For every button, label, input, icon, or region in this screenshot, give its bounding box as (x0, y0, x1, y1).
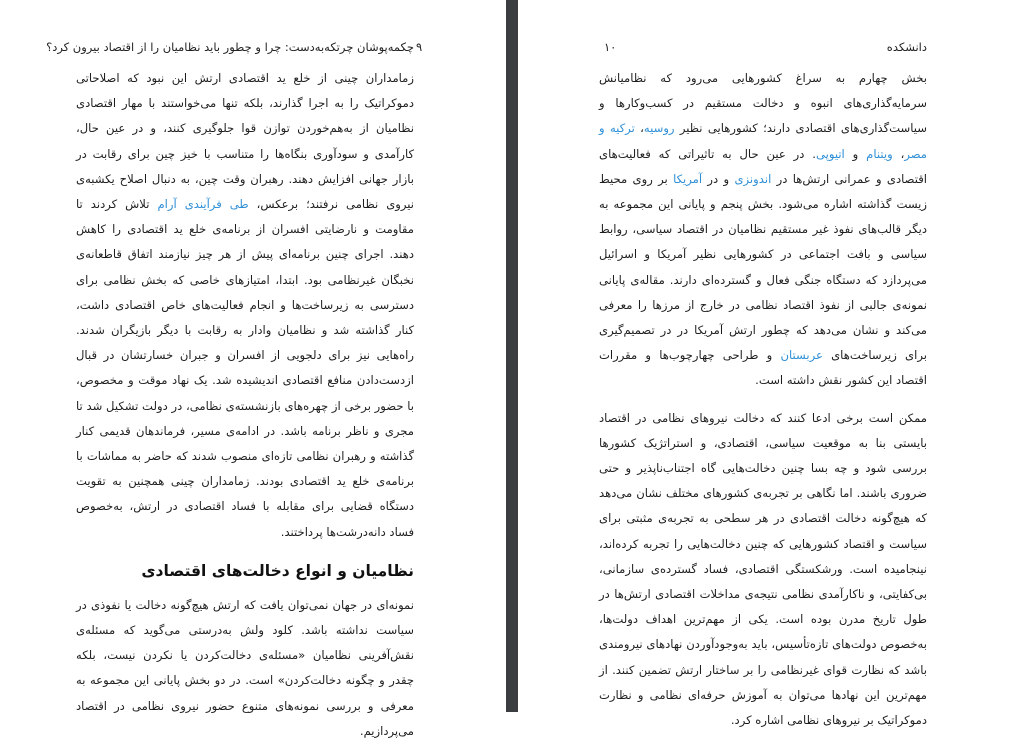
paragraph-text: ، (634, 121, 644, 136)
paragraph-gap (599, 394, 927, 406)
section-heading: نظامیان و انواع دخالت‌های اقتصادی (141, 561, 414, 580)
paragraph-text: زمامداران چینی از خلع ید اقتصادی ارتش این نبود که اصلاحاتی دموکراتیک را به اجرا گذارند، بلکه تنها می‌خواستند با مهار اقتصادی نظامیان از به‌هم‌خوردن توازن قوا جلوگیری کنند، و در عین حال، کارآمدی و سودآوری بنگاه‌ها را متناسب با خیز چین برای رقابت در بازار جهانی افزایش دهند. رهبران وقت چین، به دنبال اصلاح یکشبه‌ی نیروی نظامی نرفتند؛ برعکس، (76, 71, 414, 212)
paragraph-text: تلاش کردند تا مقاومت و نارضایتی افسران از برنامه‌ی خلع ید اقتصادی را کاهش دهند. اجرای چنین برنامه‌ای پیش از هر چیز نیازمند اتفاق قاطعانه‌ی نخبگان غیرنظامی بود. ابتدا، امتیازهای خاصی که بخش نظامی برای دسترسی به زیرساخت‌ها و انجام فعالیت‌های خاص اقتصادی داشت، کنار گذاشته شد و نظامیان وادار به رقابت با دیگر بازیگران شدند. راه‌هایی نیز برای دلجویی از افسران و جبران خسارتشان در قبال ازدست‌دادن منافع اقتصادی اندیشیده شد. یک نهاد موقت و مخصوص، با حضور برخی از چهره‌های بازنشسته‌ی نظامی، در دولت تشکیل شد تا مجری و ناظر برنامه باشد. در ادامه‌ی مسیر، فرماندهان قدیمی کنار گذاشته و رهبران نظامی تازه‌ای منصوب شدند که حاضر به مماشات با برنامه‌ی خلع ید اقتصادی بودند. زمامداران چینی همچنین به تقویت دستگاه قضایی برای مقابله با فساد اقتصادی در ارتش، به‌خصوص فساد دانه‌درشت‌ها پرداختند. (76, 197, 414, 539)
paragraph: ممکن است برخی ادعا کنند که دخالت نیروهای نظامی در اقتصاد بایستی بنا به موقعیت سیاسی، اقتصادی، و استراتژیک کشورها بررسی شود و چه بسا چنین دخالت‌هایی گاه اجتناب‌ناپذیر و حتی ضروری باشند. اما نگاهی بر تجربه‌ی کشورهای مختلف نشان می‌دهد که هیچ‌گونه دخالت اقتصادی در هر سطحی به تجربه‌ی مثبتی برای سیاست و اقتصاد کشورهایی که چنین دخالت‌هایی را تجربه کرده‌اند، نینجامیده است. ورشکستگی اقتصادی، فساد گسترده‌ی سازمانی، بی‌کفایتی، و ناکارآمدی نظامی نتیجه‌ی مداخلات اقتصادی ارتش‌ها در طول تاریخ مدرن بوده است. یکی از مهم‌ترین اهداف دولت‌ها، به‌خصوص دولت‌های تازه‌تأسیس، باید به‌وجودآوردن نهادهای نیرومندی باشد که نظارت قوای غیرنظامی را بر ساختار ارتش تضمین کنند. از مهم‌ترین این نهادها می‌توان به آموزش حرفه‌ای نظامی و نظارت دموکراتیک بر نیروهای نظامی اشاره کرد. (599, 410, 927, 728)
paragraph-text: ، (892, 146, 905, 161)
paragraph-text: . در عین حال به تاثیراتی که فعالیت‌های اقتصادی و عمرانی ارتش‌ها در (599, 146, 927, 186)
running-head: دانشکده (886, 40, 927, 54)
paragraph-text: و در (702, 171, 735, 186)
hyperlink[interactable]: طی فرآیندی آرام (157, 197, 249, 212)
paragraph-text: بخش چهارم به سراغ کشورهایی می‌رود که نظامیانش سرمایه‌گذاری‌های انبوه و دخالت مستقیم در کسب‌وکارها و سیاست‌گذاری‌های اقتصادی دارند؛ کشورهایی نظیر (599, 71, 927, 136)
link-indonesia[interactable]: اندونزی (734, 171, 772, 186)
link-america[interactable]: آمریکا (673, 171, 703, 186)
paragraph-text: و طراحی چهارچوب‌ها و مقررات اقتصاد این کشور نقش داشته است. (599, 348, 927, 388)
right-page (518, 0, 1024, 728)
paragraph: نمونه‌ای در جهان نمی‌توان یافت که ارتش هیچ‌گونه دخالت یا نفوذی در سیاست نداشته باشد. کلود ولش به‌درستی می‌گوید که مسئله‌ی نقش‌آفرینی نظامیان «مسئله‌ی دخالت‌کردن یا نکردن نیست، بلکه چقدر و چگونه دخالت‌کردن» است. در دو بخش پایانی این مجموعه به معرفی و بررسی نمونه‌های متنوع حضور نیروی نظامی در اقتصاد می‌پردازیم. (76, 597, 414, 738)
left-page (0, 0, 506, 738)
page-gutter (506, 0, 518, 712)
link-arabia[interactable]: عربستان (780, 348, 823, 363)
running-head: چکمه‌پوشان چرتکه‌به‌دست: چرا و چطور باید نظامیان را از اقتصاد بیرون کرد؟ (46, 40, 414, 54)
paragraph (76, 66, 414, 545)
paragraph (599, 66, 927, 394)
paragraph-text: و (844, 146, 867, 161)
right-text-block (599, 66, 927, 733)
link-ethiopia[interactable]: اتیوپی (815, 146, 845, 161)
page-number: ۱۰ (604, 40, 617, 54)
link-turkey-egypt[interactable]: ترکیه و مصر (599, 121, 927, 161)
paragraph-text: بر روی محیط زیست گذاشته اشاره می‌شود. بخش پنجم و پایانی این مجموعه به دیگر قالب‌های نفوذ غیر مستقیم نظامیان در اقتصاد سیاسی، روابط سیاسی و بافت اجتماعی در کشورهایی نظیر آمریکا و اسرائیل می‌پردازد که دستگاه جنگی فعال و گسترده‌ای دارند. مقاله‌ی پایانی نمونه‌ی جالبی از نفوذ اقتصاد نظامی در خارج از مرزها را معرفی می‌کند و نشان می‌دهد که چطور ارتش آمریکا در در تصمیم‌گیری برای زیرساخت‌های (599, 171, 927, 363)
link-russia[interactable]: روسیه (643, 121, 675, 136)
left-text-block (76, 66, 414, 744)
page-number: ۹ (416, 40, 423, 54)
link-vietnam[interactable]: ویتنام (866, 146, 893, 161)
